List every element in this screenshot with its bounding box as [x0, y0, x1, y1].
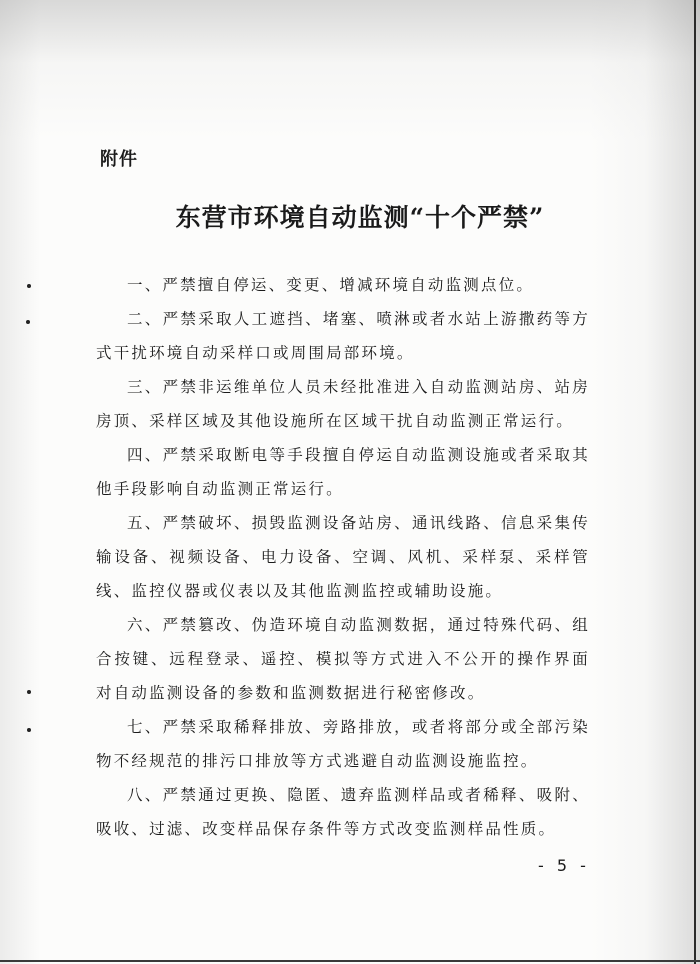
- binding-hole-mark: [27, 284, 31, 288]
- paragraph-item: 一、严禁擅自停运、变更、增减环境自动监测点位。: [127, 276, 535, 294]
- paragraph-item: 三、严禁非运维单位人员未经批准进入自动监测站房、站房房顶、采样区域及其他设施所在区域干扰自动监测正常运行。: [96, 378, 590, 430]
- document-body: [96, 268, 590, 846]
- paragraph-item: 六、严禁篡改、伪造环境自动监测数据，通过特殊代码、组合按键、远程登录、遥控、模拟等方式进入不公开的操作界面对自动监测设备的参数和监测数据进行秘密修改。: [96, 616, 590, 702]
- paragraph-item: 八、严禁通过更换、隐匿、遗弃监测样品或者稀释、吸附、吸收、过滤、改变样品保存条件等方式改变监测样品性质。: [96, 786, 590, 838]
- page-edge-right: [694, 0, 696, 964]
- binding-hole-mark: [27, 728, 31, 732]
- attachment-label: 附件: [100, 149, 138, 170]
- binding-hole-mark: [26, 320, 30, 324]
- page-number: - 5 -: [538, 856, 590, 875]
- binding-hole-mark: [27, 690, 31, 694]
- paragraph-item: 五、严禁破坏、损毁监测设备站房、通讯线路、信息采集传输设备、视频设备、电力设备、空调、风机、采样泵、采样管线、监控仪器或仪表以及其他监测监控或辅助设施。: [96, 514, 590, 600]
- paragraph-item: 七、严禁采取稀释排放、旁路排放，或者将部分或全部污染物不经规范的排污口排放等方式逃避自动监测设施监控。: [96, 718, 590, 770]
- document-title: 东营市环境自动监测“十个严禁”: [175, 203, 545, 232]
- paragraph-item: 四、严禁采取断电等手段擅自停运自动监测设施或者采取其他手段影响自动监测正常运行。: [96, 446, 590, 498]
- paragraph-item: 二、严禁采取人工遮挡、堵塞、喷淋或者水站上游撒药等方式干扰环境自动采样口或周围局部环境。: [96, 310, 590, 362]
- scan-shadow-left: [0, 0, 40, 964]
- scan-shadow-right: [590, 0, 700, 964]
- page-edge-bottom: [0, 960, 700, 962]
